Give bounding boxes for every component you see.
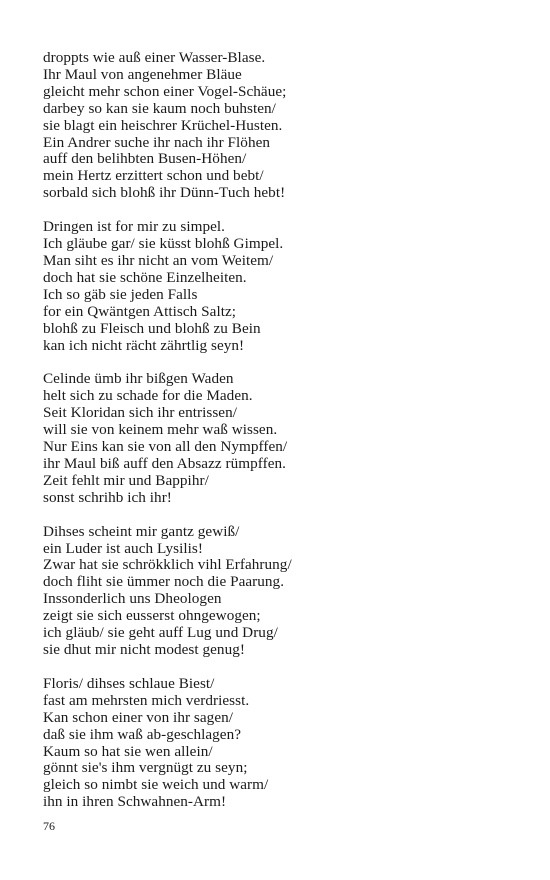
poem-line: doch fliht sie ümmer noch die Paarung. xyxy=(43,573,285,591)
poem-line: Man siht es ihr nicht an vom Weitem/ xyxy=(43,251,274,269)
poem-line: Celinde ümb ihr bißgen Waden xyxy=(43,370,234,388)
poem-line: Kaum so hat sie wen allein/ xyxy=(43,742,213,760)
poem-line: gleicht mehr schon einer Vogel-Schäue; xyxy=(43,82,287,100)
poem-line: darbey so kan sie kaum noch buhsten/ xyxy=(43,99,276,117)
page-number: 76 xyxy=(43,819,55,833)
poem-line: ihn in ihren Schwahnen-Arm! xyxy=(43,793,227,811)
poem-line: gönnt sie's ihm vergnügt zu seyn; xyxy=(43,759,248,777)
poem-line: kan ich nicht rächt zährtlig seyn! xyxy=(43,336,245,354)
stanza xyxy=(43,676,513,811)
poem-line: Zwar hat sie schrökklich vihl Erfahrung/ xyxy=(43,556,292,574)
poem-line: helt sich zu schade for die Maden. xyxy=(43,387,253,405)
poem-line: gleich so nimbt sie weich und warm/ xyxy=(43,776,269,794)
poem-line: Dihses scheint mir gantz gewiß/ xyxy=(43,522,240,540)
poem-line: sorbald sich blohß ihr Dünn-Tuch hebt! xyxy=(43,184,286,202)
poem-line: Ihr Maul von angenehmer Bläue xyxy=(43,65,242,83)
poem-line: for ein Qwäntgen Attisch Saltz; xyxy=(43,302,237,320)
poem-line: fast am mehrsten mich verdriesst. xyxy=(43,691,250,709)
poem-line: Floris/ dihses schlaue Biest/ xyxy=(43,674,215,692)
poem-line: ein Luder ist auch Lysilis! xyxy=(43,539,203,557)
poem-line: droppts wie auß einer Wasser-Blase. xyxy=(43,49,266,66)
poem-line: ihr Maul biß auff den Absazz rümpffen. xyxy=(43,454,287,472)
poem-line: sie blagt ein heischrer Krüchel-Husten. xyxy=(43,116,283,134)
poem-line: Kan schon einer von ihr sagen/ xyxy=(43,708,234,726)
stanza xyxy=(43,524,513,659)
stanza xyxy=(43,371,513,506)
poem-line: Ich gläube gar/ sie küsst blohß Gimpel. xyxy=(43,235,284,253)
poem-line: Dringen ist for mir zu simpel. xyxy=(43,218,226,236)
poem-line: sonst schrihb ich ihr! xyxy=(43,488,172,506)
poem-line: auff den belihbten Busen-Höhen/ xyxy=(43,150,247,168)
poem-line: Nur Eins kan sie von all den Nympffen/ xyxy=(43,438,288,456)
poem-line: daß sie ihm waß ab-geschlagen? xyxy=(43,725,242,743)
stanza xyxy=(43,50,513,202)
poem-line: Inssonderlich uns Dheologen xyxy=(43,590,222,608)
poem-line: mein Hertz erzittert schon und bebt/ xyxy=(43,167,264,185)
poem-line: sie dhut mir nicht modest genug! xyxy=(43,641,245,658)
poem-line: ich gläub/ sie geht auff Lug und Drug/ xyxy=(43,624,278,642)
poem-line: zeigt sie sich eusserst ohngewogen; xyxy=(43,607,261,625)
poem-line: Ein Andrer suche ihr nach ihr Flöhen xyxy=(43,133,271,151)
stanza xyxy=(43,219,513,354)
poem-line: will sie von keinem mehr waß wissen. xyxy=(43,421,278,439)
poem-text xyxy=(43,50,513,828)
poem-line: Ich so gäb sie jeden Falls xyxy=(43,285,198,303)
poem-line: Zeit fehlt mir und Bappihr/ xyxy=(43,471,209,489)
poem-line: doch hat sie schöne Einzelheiten. xyxy=(43,268,247,286)
poem-line: blohß zu Fleisch und blohß zu Bein xyxy=(43,319,261,337)
poem-line: Seit Kloridan sich ihr entrissen/ xyxy=(43,404,237,422)
